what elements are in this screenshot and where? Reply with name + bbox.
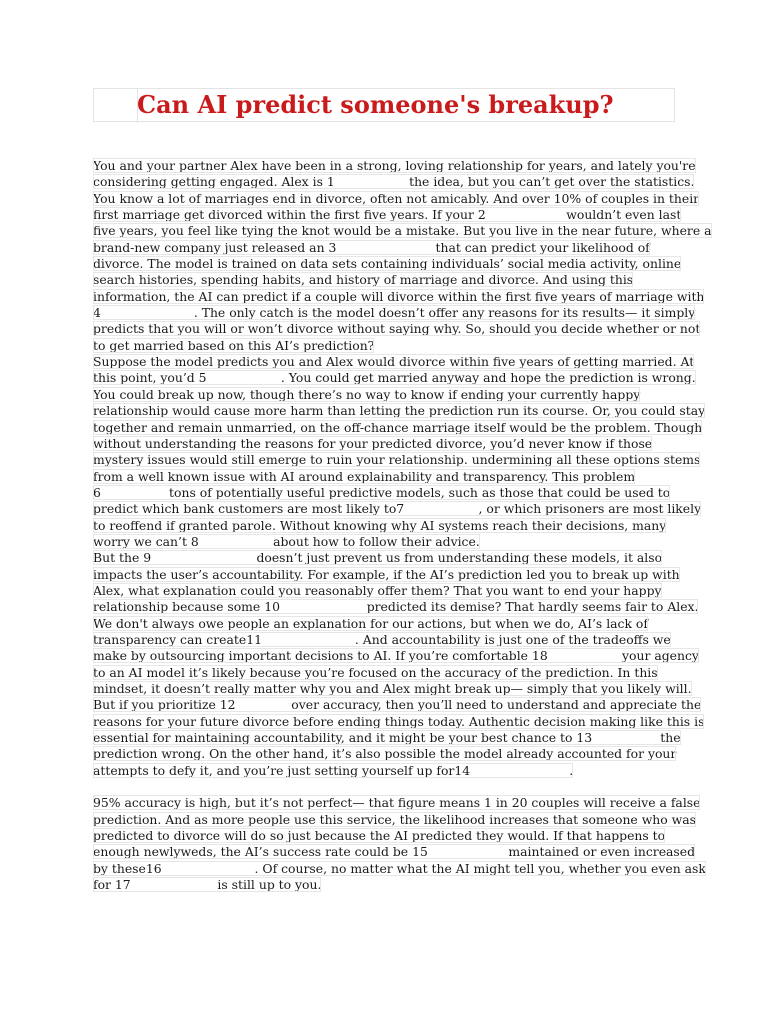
- text-line-content: But if you prioritize 12_________over accuracy, then you’ll need to understand and appreciate the: [93, 697, 702, 713]
- text-line: [93, 616, 683, 632]
- text-line-content: enough newlyweds, the AI’s success rate could be 15_____________maintained or even increased: [93, 844, 696, 860]
- text-line: [93, 419, 703, 436]
- text-line: [93, 223, 712, 239]
- text-line-content: to reoffend if granted parole. Without knowing why AI systems reach their decisions, many: [93, 517, 667, 533]
- paragraph: [93, 550, 705, 779]
- paragraph: [93, 158, 712, 354]
- text-line: [93, 665, 683, 681]
- text-line: [93, 648, 699, 664]
- text-line-content: 6___________tons of potentially useful predictive models, such as those that could be used to: [93, 484, 671, 500]
- text-line-content: to an AI model it’s likely because you’re focused on the accuracy of the prediction. In this: [93, 664, 658, 680]
- text-line-content: You and your partner Alex have been in a strong, loving relationship for years, and lately you're: [93, 158, 696, 173]
- text-line-content: You know a lot of marriages end in divorce, often not amicably. And over 10% of couples in their: [93, 190, 700, 206]
- text-line-content: predict which bank customers are most likely to7____________, or which prisoners are most likely: [93, 501, 702, 517]
- text-line: [93, 190, 700, 207]
- text-line: [93, 811, 697, 828]
- text-line: [93, 240, 683, 256]
- text-line-content: without understanding the reasons for your predicted divorce, you’d never know if those: [93, 435, 653, 451]
- text-line: [93, 844, 696, 860]
- text-line-content: considering getting engaged. Alex is 1____________the idea, but you can’t get over the statistics.: [93, 174, 695, 190]
- text-line-content: make by outsourcing important decisions to AI. If you’re comfortable 18____________your agency: [93, 648, 699, 664]
- text-line-content: predicted to divorce will do so just because the AI predicted they would. If that happens to: [93, 828, 666, 844]
- text-line-content: five years, you feel like tying the knot would be a mistake. But you live in the near future, where a: [93, 223, 712, 239]
- text-line: [93, 860, 706, 877]
- text-line-content: Suppose the model predicts you and Alex would divorce within five years of getting married. At: [93, 354, 695, 370]
- text-line: [93, 877, 683, 893]
- paragraph: [93, 795, 706, 893]
- text-line: [93, 174, 695, 190]
- text-line: [93, 452, 701, 468]
- text-line-content: 95% accuracy is high, but it’s not perfect— that figure means 1 in 20 couples will receive a false: [93, 795, 701, 811]
- text-line: [93, 567, 683, 583]
- text-line: [93, 338, 683, 354]
- text-line: [93, 387, 683, 403]
- text-line-content: worry we can’t 8____________about how to follow their advice.: [93, 533, 480, 549]
- text-line: [93, 632, 683, 648]
- paragraph: [93, 354, 706, 550]
- text-line-content: prediction. And as more people use this service, the likelihood increases that someone who was: [93, 811, 697, 827]
- text-line-content: essential for maintaining accountability, and it might be your best chance to 13___________the: [93, 730, 681, 746]
- text-line-content: attempts to defy it, and you’re just setting yourself up for14________________.: [93, 762, 574, 778]
- text-line: [93, 534, 683, 550]
- text-line: [93, 272, 683, 288]
- text-line-content: mystery issues would still emerge to ruin your relationship. undermining all these options stems: [93, 452, 701, 468]
- text-line-content: by these16_______________. Of course, no matter what the AI might tell you, whether you even ask: [93, 860, 706, 876]
- text-line-content: this point, you’d 5____________. You could get married anyway and hope the prediction is wrong.: [93, 370, 696, 386]
- text-line-content: relationship because some 10______________predicted its demise? That hardly seems fair to Alex.: [93, 599, 699, 615]
- text-line: [93, 828, 683, 844]
- text-line: [93, 403, 706, 419]
- text-line: [93, 207, 683, 223]
- text-line: [93, 158, 696, 174]
- document-body: [93, 158, 712, 893]
- text-line: [93, 370, 696, 386]
- text-line-content: reasons for your future divorce before ending things today. Authentic decision making like this is: [93, 713, 705, 729]
- text-line-content: transparency can create11_______________. And accountability is just one of the tradeoffs we: [93, 631, 671, 647]
- text-line: [93, 599, 699, 615]
- text-line: [93, 321, 701, 337]
- text-line: [93, 697, 702, 713]
- text-line-content: relationship would cause more harm than letting the prediction run its course. Or, you could stay: [93, 403, 706, 419]
- text-line: [93, 354, 695, 370]
- text-line-content: divorce. The model is trained on data sets containing individuals’ social media activity, online: [93, 256, 682, 272]
- text-line: [93, 713, 705, 730]
- text-line: [93, 518, 683, 534]
- document-title: Can AI predict someone's breakup?: [137, 90, 614, 119]
- text-line-content: Alex, what explanation could you reasonably offer them? That you want to end your happy: [93, 582, 662, 598]
- text-line-content: impacts the user’s accountability. For example, if the AI’s prediction led you to break up with: [93, 566, 680, 582]
- text-line-content: to get married based on this AI’s prediction?: [93, 337, 375, 353]
- text-line: [93, 305, 696, 321]
- text-line: [93, 795, 701, 811]
- text-line-content: But the 9_________________doesn’t just prevent us from understanding these models, it also: [93, 550, 663, 566]
- text-line-content: search histories, spending habits, and history of marriage and divorce. And using this: [93, 272, 634, 288]
- text-line-content: brand-new company just released an 3________________that can predict your likelihood of: [93, 239, 650, 255]
- text-line: [93, 436, 683, 452]
- text-line: [93, 583, 683, 599]
- text-line: [93, 730, 683, 746]
- text-line-content: mindset, it doesn’t really matter why you and Alex might break up— simply that you likely will.: [93, 681, 692, 696]
- text-line-content: first marriage get divorced within the first five years. If your 2_____________wouldn’t even last: [93, 207, 682, 223]
- text-line: [93, 681, 692, 697]
- paragraph-gap: [93, 779, 683, 795]
- text-line: [93, 763, 683, 779]
- text-line: [93, 256, 683, 272]
- text-line: [93, 550, 683, 566]
- text-line-content: We don't always owe people an explanation for our actions, but when we do, AI’s lack of: [93, 615, 648, 631]
- text-line-content: for 17______________is still up to you.: [93, 877, 322, 893]
- text-line-content: You could break up now, though there’s no way to know if ending your currently happy: [93, 386, 641, 402]
- text-line-content: 4_______________. The only catch is the model doesn’t offer any reasons for its results— it simply: [93, 305, 696, 321]
- text-line: [93, 501, 702, 517]
- text-line-content: from a well known issue with AI around explainability and transparency. This problem: [93, 468, 636, 484]
- text-line-content: predicts that you will or won’t divorce without saying why. So, should you decide whether or not: [93, 321, 701, 337]
- text-line: [93, 469, 683, 485]
- text-line: [93, 746, 683, 762]
- text-line: [93, 485, 683, 501]
- text-line-content: together and remain unmarried, on the off-chance marriage itself would be the problem. Though: [93, 419, 703, 435]
- text-line-content: information, the AI can predict if a couple will divorce within the first five years of marriage with: [93, 288, 705, 304]
- text-line-content: prediction wrong. On the other hand, it’s also possible the model already accounted for your: [93, 746, 677, 762]
- text-line: [93, 288, 705, 305]
